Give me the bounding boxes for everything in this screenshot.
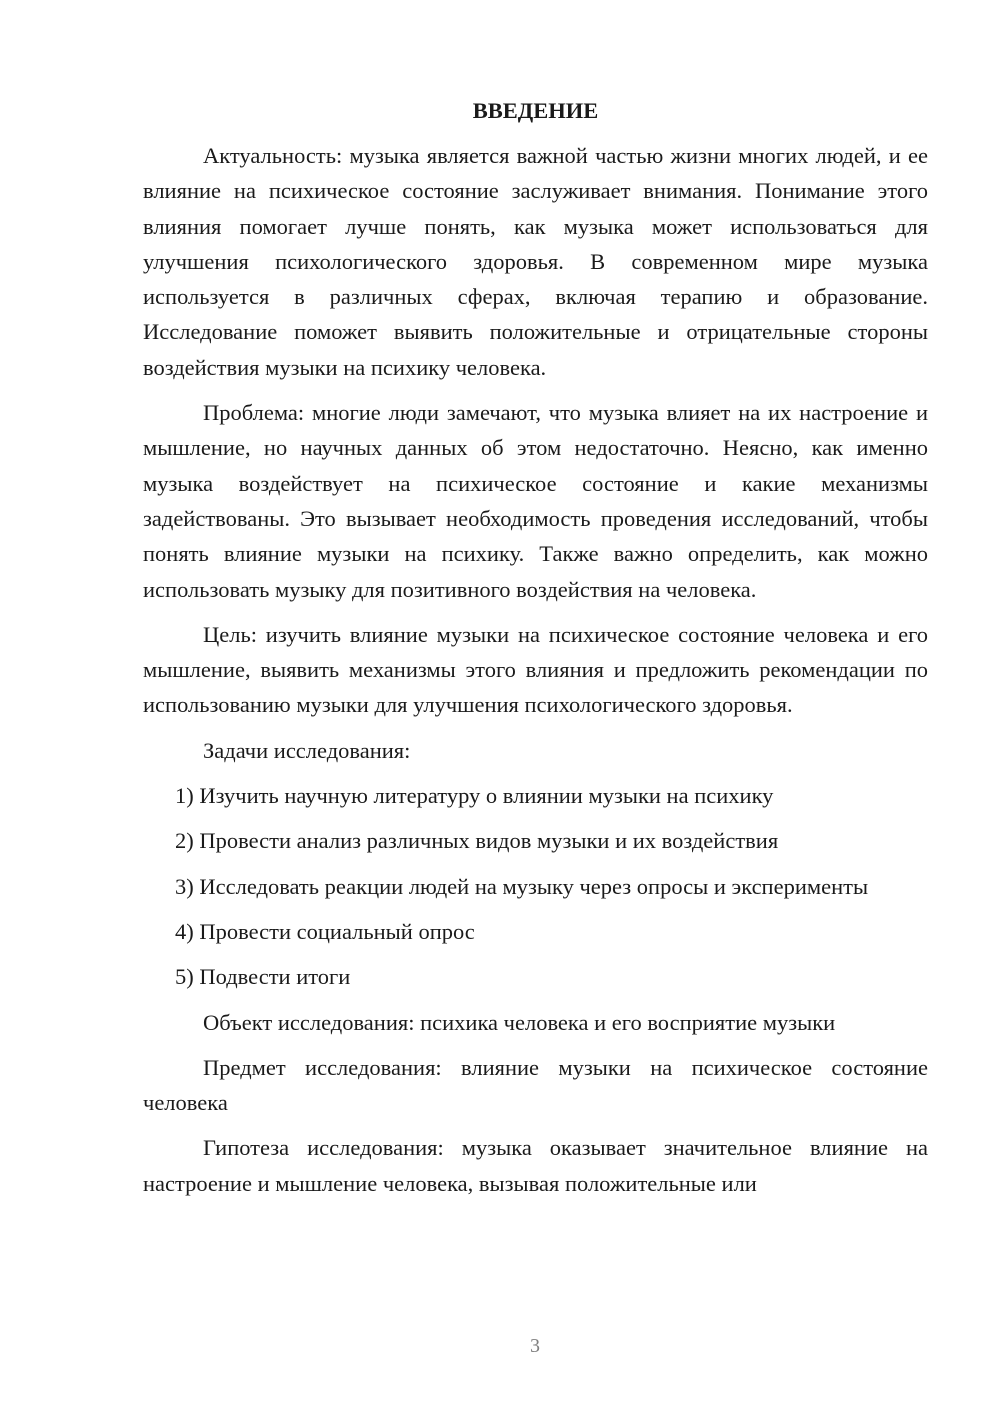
section-heading: ВВЕДЕНИЕ (472, 98, 599, 123)
subject-paragraph: Предмет исследования: влияние музыки на психическое состояние человека (143, 1054, 928, 1116)
task-item-5: 5) Подвести итоги (175, 964, 351, 990)
hypothesis-paragraph: Гипотеза исследования: музыка оказывает значительное влияние на настроение и мышление человека, вызывая положительные или (143, 1135, 928, 1196)
goal-paragraph: Цель: изучить влияние музыки на психическое состояние человека и его мышление, выявить механизмы этого влияния и предложить рекомендации по использованию музыки для улучшения психологического здоровья. (143, 621, 928, 718)
task-item-4: 4) Провести социальный опрос (175, 918, 475, 944)
task-item-1: 1) Изучить научную литературу о влиянии музыки на психику (175, 783, 774, 809)
problem-paragraph: Проблема: многие люди замечают, что музыка влияет на их настроение и мышление, но научных данных об этом недостаточно. Неясно, как именно музыка воздействует на психическое состояние и какие механизмы задействованы. Это вызывает необходимость проведения исследований, чтобы понять влияние музыки на психику. Также важно определить, как можно использовать музыку для позитивного воздействия на человека. (143, 400, 928, 602)
page-content (143, 94, 928, 1211)
task-item-3: 3) Исследовать реакции людей на музыку через опросы и эксперименты (175, 873, 869, 899)
page-number: 3 (530, 1335, 540, 1357)
object-paragraph: Объект исследования: психика человека и его восприятие музыки (203, 1009, 836, 1035)
relevance-paragraph: Актуальность: музыка является важной частью жизни многих людей, и ее влияние на психическое состояние заслуживает внимания. Понимание этого влияния помогает лучше понять, как музыка может использоваться для улучшения психологического здоровья. В современном мире музыка используется в различных сферах, включая терапию и образование. Исследование поможет выявить положительные и отрицательные стороны воздействия музыки на психику человека. (143, 143, 928, 380)
tasks-heading: Задачи исследования: (203, 737, 411, 763)
task-item-2: 2) Провести анализ различных видов музыки и их воздействия (175, 828, 779, 854)
